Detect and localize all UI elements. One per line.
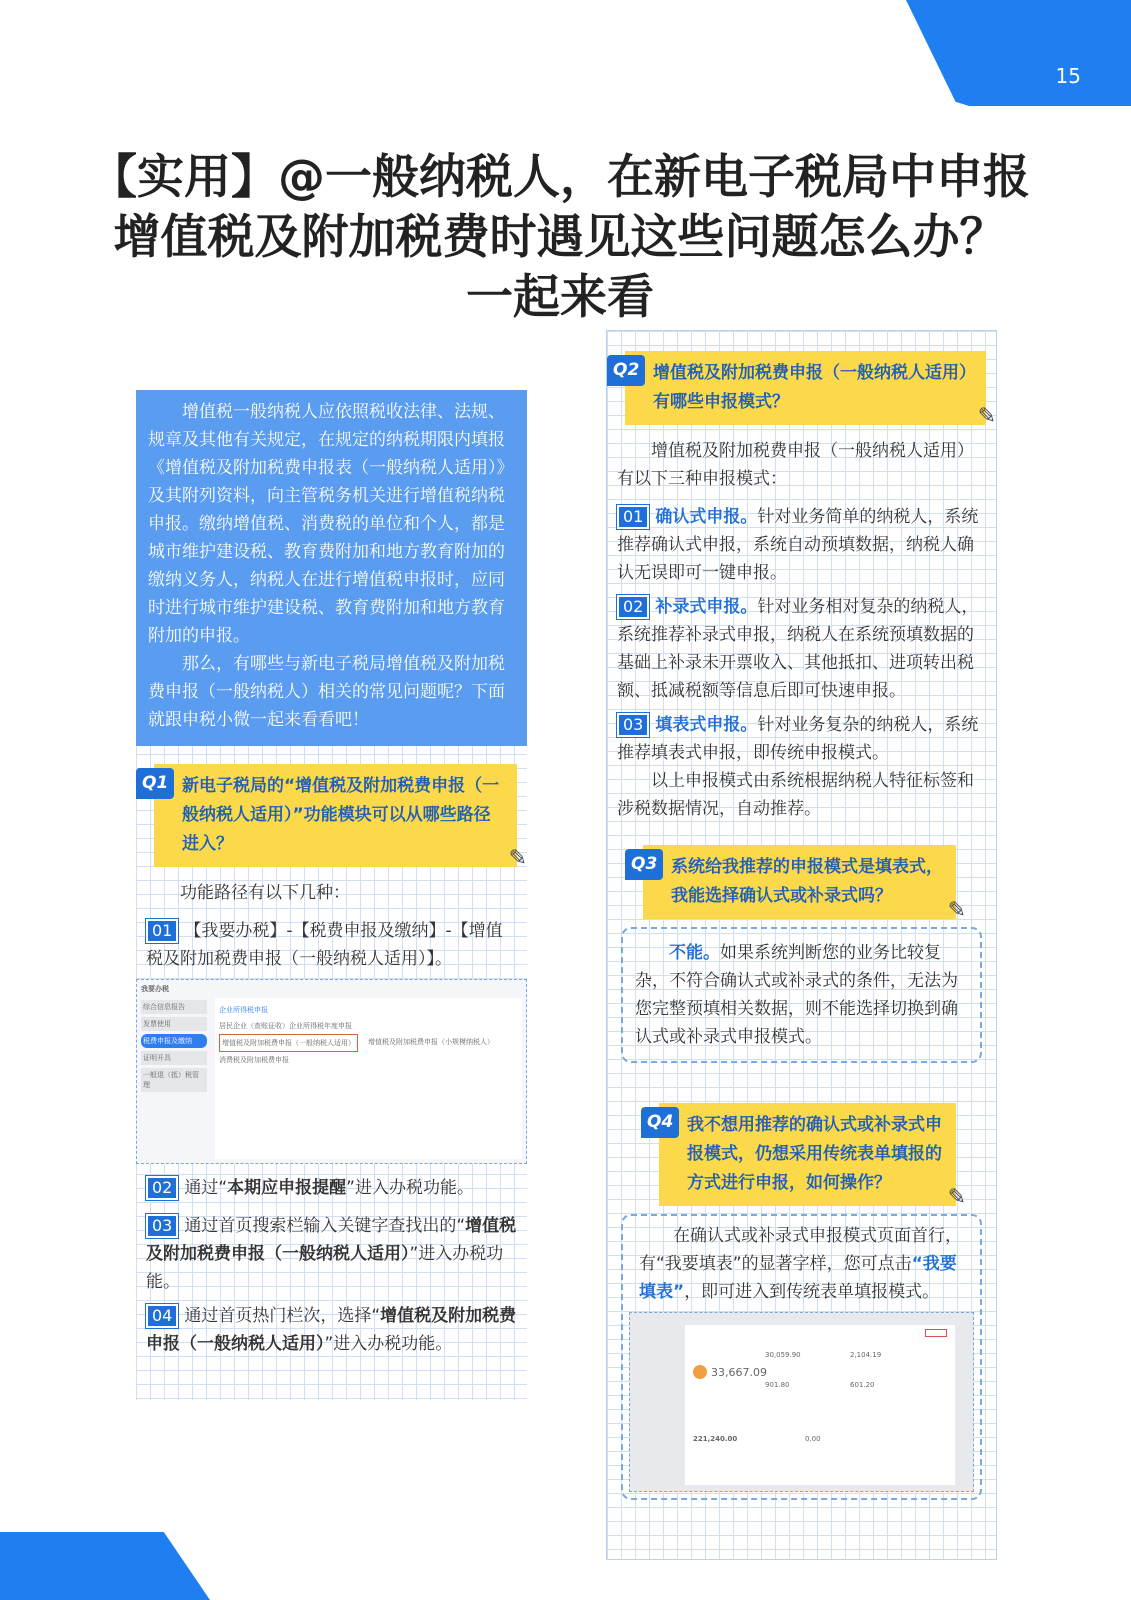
path-text: 通过首页热门栏次，选择“ (184, 1306, 381, 1326)
menu-item: 我要办税 (141, 985, 169, 993)
q-tag: Q2 (607, 355, 645, 386)
amount-icon (693, 1365, 707, 1379)
answer-q4 (621, 1214, 982, 1500)
path-text: 【我要办税】-【税费申报及缴纳】-【增值税及附加税费申报（一般纳税人适用）】。 (146, 921, 503, 969)
mode-text: 针对业务相对复杂的纳税人，系统推荐补录式申报，纳税人在系统预填数据的基础上补录未开票收入、其他抵扣、进项转出税额、抵减税额等信息后即可快速申报。 (617, 597, 979, 701)
question-q2 (613, 351, 996, 429)
pencil-icon: ✎ (947, 898, 966, 923)
path-bold: 增值税及附加税费申报（一般纳税人适用） (146, 1216, 517, 1264)
lead-text: 增值税及附加税费申报（一般纳税人适用）有以下三种申报模式： (617, 441, 974, 489)
lead-text: 功能路径有以下几种： (180, 883, 350, 903)
path-text: 通过首页搜索栏输入关键字查找出的“ (184, 1216, 466, 1236)
page-title (60, 148, 1060, 328)
title-line: 一起来看 (466, 270, 654, 325)
highlighted-row: 增值税及附加税费申报（一般纳税人适用） (219, 1034, 358, 1052)
corner-decoration (0, 1532, 210, 1600)
mode-name: 补录式申报。 (655, 597, 758, 617)
screenshot-tax-menu (136, 979, 527, 1164)
total-value: 33,667.09 (711, 1365, 767, 1379)
answer-pre: 在确认式或补录式申报模式页面首行，有“我要填表”的显著字样，您可点击 (639, 1226, 962, 1274)
amount-value: 601.20 (850, 1381, 875, 1389)
answer-post: ，即可进入到传统表单填报模式。 (684, 1282, 940, 1302)
screenshot-content (215, 998, 522, 1159)
question-q4 (647, 1103, 966, 1210)
question-q3 (631, 845, 966, 923)
screenshot-declaration (629, 1312, 974, 1492)
row: 企业所得税申报 (219, 1006, 268, 1014)
path-text: ”进入办税功能。 (346, 1178, 474, 1198)
intro-paragraph: 增值税一般纳税人应依照税收法律、法规、规章及其他有关规定，在规定的纳税期限内填报《增值税及附加税费申报表（一般纳税人适用）》及其附列资料，向主管税务机关进行增值税纳税申报。缴纳增值税、消费税的单位和个人，都是城市维护建设税、教育费附加和地方教育附加的缴纳义务人，纳税人在进行增值税申报时，应同时进行城市维护建设税、教育费附加和地方教育附加的申报。 (148, 402, 514, 646)
mode-item (607, 711, 996, 767)
amount-value: 901.80 (765, 1381, 790, 1389)
question-text: 增值税及附加税费申报（一般纳税人适用）有哪些申报模式？ (653, 363, 968, 412)
row: 居民企业（查账征收）企业所得税年度申报 (219, 1022, 352, 1030)
menu-item: 综合信息报告 (141, 1000, 207, 1014)
screenshot-panel (685, 1325, 955, 1485)
title-line: 增值税及附加税费时遇见这些问题怎么办？ (113, 210, 1007, 265)
mode-item (607, 593, 996, 705)
answer-text: 如果系统判断您的业务比较复杂，不符合确认式或补录式的条件，无法为您完整预填相关数据，则不能选择切换到确认式或补录式申报模式。 (635, 943, 958, 1047)
question-text: 我不想用推荐的确认式或补录式申报模式，仍想采用传统表单填报的方式进行申报，如何操作？ (687, 1115, 942, 1193)
q-tag: Q3 (625, 849, 663, 880)
path-text: ”进入办税功能。 (324, 1334, 453, 1354)
pencil-icon: ✎ (508, 846, 527, 871)
menu-item: 税费申报及缴纳 (141, 1034, 207, 1048)
total-amount (693, 1365, 767, 1379)
path-text: 通过“ (184, 1178, 228, 1198)
left-column (136, 390, 527, 1400)
answer-text (629, 1222, 974, 1306)
intro-paragraph: 那么，有哪些与新电子税局增值税及附加税费申报（一般纳税人）相关的常见问题呢？下面就跟申税小微一起来看看吧！ (148, 654, 505, 730)
question-text: 系统给我推荐的申报模式是填表式，我能选择确认式或补录式吗？ (671, 857, 943, 906)
fill-form-button-highlight (925, 1329, 947, 1337)
amount-value: 30,059.90 (765, 1351, 801, 1359)
answer-bold: 不能。 (669, 943, 720, 963)
q-tag: Q4 (641, 1107, 679, 1138)
mode-name: 确认式申报。 (655, 507, 758, 527)
amount-value: 2,104.19 (850, 1351, 882, 1359)
menu-item: 一般退（抵）税管理 (141, 1068, 207, 1092)
page-number: 15 (1055, 64, 1081, 88)
menu-item: 证明开具 (141, 1051, 207, 1065)
pencil-icon: ✎ (977, 404, 996, 429)
num-badge: 03 (146, 1214, 178, 1238)
num-badge: 03 (617, 713, 649, 737)
summary-text: 以上申报模式由系统根据纳税人特征标签和涉税数据情况，自动推荐。 (617, 771, 974, 819)
num-badge: 02 (146, 1176, 178, 1200)
fill-form-link: “我要填表” (639, 1254, 957, 1302)
num-badge: 01 (617, 505, 649, 529)
mode-name: 填表式申报。 (655, 715, 758, 735)
intro-box (136, 390, 527, 746)
corner-decoration (906, 0, 1131, 106)
path-text: ”进入办税功能。 (146, 1244, 504, 1292)
q-tag: Q1 (136, 768, 174, 799)
row (219, 1034, 518, 1052)
path-item (136, 1302, 527, 1358)
question-text: 新电子税局的“增值税及附加税费申报（一般纳税人适用）”功能模块可以从哪些路径进入？ (182, 776, 500, 854)
path-item (136, 917, 527, 973)
title-line: 【实用】@一般纳税人，在新电子税局中申报 (90, 150, 1030, 205)
path-item (136, 1212, 527, 1296)
right-column (606, 330, 997, 1560)
row: 消费税及附加税费申报 (219, 1056, 289, 1064)
path-bold: 增值税及附加税费申报（一般纳税人适用） (146, 1306, 517, 1354)
answer-q3 (621, 927, 982, 1063)
num-badge: 02 (617, 595, 649, 619)
input-value: 221,240.00 (693, 1435, 738, 1443)
mode-item (607, 503, 996, 587)
pencil-icon: ✎ (947, 1185, 966, 1210)
num-badge: 01 (146, 919, 178, 943)
amount-value: 0.00 (805, 1435, 821, 1443)
mode-text: 针对业务复杂的纳税人，系统推荐填表式申报，即传统申报模式。 (617, 715, 979, 763)
num-badge: 04 (146, 1304, 178, 1328)
row: 增值税及附加税费申报（小规模纳税人） (368, 1038, 494, 1046)
screenshot-sidebar (141, 984, 207, 1092)
menu-item: 发票使用 (141, 1017, 207, 1031)
path-item (136, 1174, 527, 1202)
path-bold: 本期应申报提醒 (227, 1178, 347, 1198)
mode-text: 针对业务简单的纳税人，系统推荐确认式申报，系统自动预填数据，纳税人确认无误即可一键申报。 (617, 507, 979, 583)
question-q1 (142, 764, 527, 871)
